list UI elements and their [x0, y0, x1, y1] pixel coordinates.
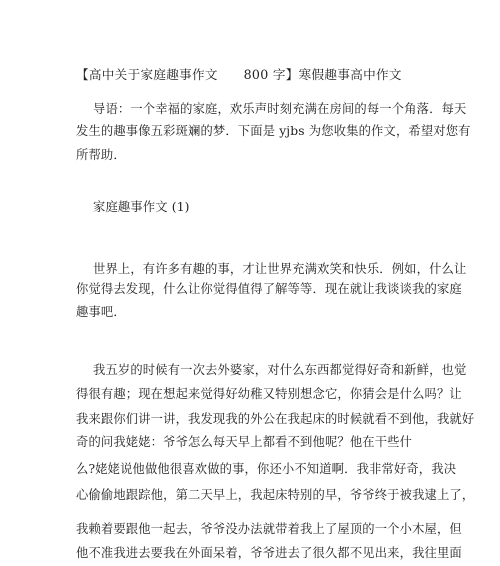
para2-line-7: 我赖着要跟他一起去，爷爷没办法就带着我上了屋顶的一个小木屋，但: [76, 522, 462, 536]
intro-line-1: 导语：一个幸福的家庭，欢乐声时刻充满在房间的每一个角落．每天: [93, 102, 467, 116]
para2-line-5: 么?姥姥说他做他很喜欢做的事，你还小不知道啊．我非常好奇，我决: [76, 462, 457, 476]
intro-line-3: 所帮助．: [76, 148, 126, 162]
para2-line-2: 得很有趣；现在想起来觉得好幼稚又特别想念它，你猜会是什么吗？让: [76, 387, 462, 401]
para2-line-1: 我五岁的时候有一次去外婆家，对什么东西都觉得好奇和新鲜，也觉: [93, 363, 467, 377]
document-title: 【高中关于家庭趣事作文 800 字】寒假趣事高中作文: [76, 67, 402, 82]
para2-line-6: 心偷偷地跟踪他，第二天早上，我起床特别的早，爷爷终于被我逮上了，: [76, 488, 475, 502]
para2-line-3: 我来跟你们讲一讲，我发现我的外公在我起床的时候就看不到他，我就好: [76, 412, 475, 426]
para1-line-2: 你觉得去发现，什么让你觉得值得了解等等．现在就让我谈谈我的家庭: [76, 282, 462, 296]
para2-line-4: 奇的问我姥姥：爷爷怎么每天早上都看不到他呢？他在干些什: [76, 435, 413, 449]
section-subheading: 家庭趣事作文 (1): [93, 200, 190, 214]
para1-line-3: 趣事吧．: [76, 305, 126, 319]
intro-line-2: 发生的趣事像五彩斑斓的梦．下面是 yjbs 为您收集的作文，希望对您有: [76, 124, 471, 138]
para1-line-1: 世界上，有许多有趣的事，才让世界充满欢笑和快乐．例如，什么让: [93, 262, 467, 276]
para2-line-8: 他不准我进去要我在外面呆着，爷爷进去了很久都不见出来，我往里面: [76, 546, 462, 560]
